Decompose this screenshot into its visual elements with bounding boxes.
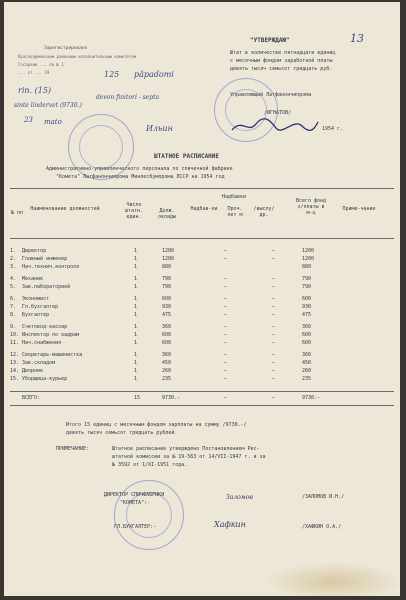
row-allow-a: – — [224, 284, 228, 290]
row-salary: 600 — [162, 332, 172, 338]
row-salary: 235 — [162, 376, 172, 382]
table-row — [10, 360, 394, 366]
row-allow-b: – — [272, 368, 276, 374]
approval-heading: "УТВЕРЖДАЮ" — [250, 37, 290, 44]
table-rule — [10, 405, 394, 406]
row-position: Экономист — [22, 296, 50, 302]
director-title: "КОМЕТА":- — [120, 500, 151, 506]
row-total: 790 — [302, 284, 312, 290]
table-row — [10, 256, 394, 262]
row-total: 600 — [302, 332, 312, 338]
registration-note: Госархив ... по № 1 — [18, 62, 64, 67]
row-number: 5. — [10, 284, 17, 290]
pencil-note: mato — [44, 118, 62, 126]
row-number: 10. — [10, 332, 20, 338]
row-count: 1 — [134, 324, 138, 330]
table-rule — [10, 238, 394, 239]
totals-label: ВСЕГО: — [22, 395, 41, 401]
director-title: ДИРЕКТОР СПИЧФАБРИКИ — [104, 492, 165, 498]
row-total: 475 — [302, 312, 312, 318]
row-total: 600 — [302, 340, 312, 346]
row-total: 790 — [302, 276, 312, 282]
row-total: 1200 — [302, 256, 315, 262]
row-count: 1 — [134, 296, 138, 302]
row-total: 360 — [302, 352, 312, 358]
row-total: 600 — [302, 296, 312, 302]
header-no: № пп — [10, 210, 24, 216]
row-allow-a: – — [224, 312, 228, 318]
row-number: 13. — [10, 360, 20, 366]
row-allow-a: – — [224, 360, 228, 366]
pencil-signature: Ильин — [146, 124, 173, 133]
row-salary: 600 — [162, 340, 172, 346]
row-allow-b: – — [272, 352, 276, 358]
row-salary: 260 — [162, 368, 172, 374]
row-count: 1 — [134, 368, 138, 374]
header-allowances: Надбавки — [221, 194, 247, 200]
row-count: 1 — [134, 332, 138, 338]
note-line: Штатное расписание утверждено Постановлением Рес- — [112, 446, 260, 452]
totals-total: 9730.- — [302, 395, 321, 401]
row-allow-b: – — [272, 276, 276, 282]
header-total: Всего фонд з/платы в м-ц — [295, 198, 327, 216]
row-salary: 880 — [162, 264, 172, 270]
row-number: 9. — [10, 324, 17, 330]
row-total: 930 — [302, 304, 312, 310]
approval-line: девять тысяч семьсот тридцать руб. — [230, 66, 333, 72]
row-salary: 790 — [162, 276, 172, 282]
row-position: Бухгалтер — [22, 312, 50, 318]
row-number: 4. — [10, 276, 17, 282]
row-allow-a: – — [224, 376, 228, 382]
row-allow-a: – — [224, 304, 228, 310]
table-row — [10, 248, 394, 254]
row-allow-b: – — [272, 296, 276, 302]
registration-note: Красноармейским районным исполнительным комитетом — [18, 54, 137, 59]
row-number: 11. — [10, 340, 20, 346]
row-total: 360 — [302, 324, 312, 330]
row-position: Инспектор по кадрам — [22, 332, 80, 338]
row-number: 6. — [10, 296, 17, 302]
header-allow-c: /выслу/ др. — [253, 206, 275, 218]
row-position: Зав.лабораторией — [22, 284, 71, 290]
row-number: 8. — [10, 312, 17, 318]
row-number: 12. — [10, 352, 20, 358]
row-number: 15. — [10, 376, 20, 382]
row-total: 260 — [302, 368, 312, 374]
approval-line: Управляющий Латфанончипрома — [230, 92, 312, 98]
header-note: Приме-чание — [342, 206, 376, 212]
table-row — [10, 332, 394, 338]
header-salary: Долж. оклады — [157, 208, 177, 220]
pencil-note: 125 — [104, 70, 120, 79]
row-count: 1 — [134, 284, 138, 290]
table-rule — [10, 391, 394, 392]
row-total: 235 — [302, 376, 312, 382]
row-salary: 360 — [162, 352, 172, 358]
table-row — [10, 304, 394, 310]
director-name: /ЗАЛОМОВ И.Н./ — [302, 494, 345, 500]
round-stamp — [114, 480, 184, 550]
totals-salary: 9730.- — [162, 395, 181, 401]
table-row — [10, 276, 394, 282]
row-total: 1200 — [302, 248, 315, 254]
row-count: 1 — [134, 376, 138, 382]
row-salary: 600 — [162, 296, 172, 302]
row-number: 3. — [10, 264, 17, 270]
registration-note: ... от ... 19 — [18, 70, 50, 75]
totals-allow-a: – — [224, 395, 228, 401]
row-allow-b: – — [272, 284, 276, 290]
pencil-note: rin. (15) — [18, 86, 52, 95]
director-signature: Заломов — [226, 494, 253, 501]
row-number: 1. — [10, 248, 17, 254]
header-position: Наименование должностей — [30, 206, 100, 212]
document-subtitle: "Комета" Латфанончипрома Минлесбумпрома ЛССР на 1954 год — [56, 174, 225, 180]
totals-count: 15 — [134, 395, 141, 401]
row-count: 1 — [134, 352, 138, 358]
row-position: Механик — [22, 276, 44, 282]
row-count: 1 — [134, 312, 138, 318]
row-allow-a: – — [224, 352, 228, 358]
header-count: Число штатн. един. — [124, 202, 144, 220]
row-count: 1 — [134, 264, 138, 270]
pencil-note: păpadomi — [134, 70, 174, 79]
row-allow-b: – — [272, 304, 276, 310]
row-salary: 1200 — [162, 248, 175, 254]
row-position: Нач.технич.контроля — [22, 264, 80, 270]
row-salary: 360 — [162, 324, 172, 330]
row-position: Главный инженер — [22, 256, 68, 262]
header-allow-a: Надбав-ки — [190, 206, 218, 212]
row-allow-b: – — [272, 256, 276, 262]
row-number: 2. — [10, 256, 17, 262]
row-position: Директор — [22, 248, 47, 254]
row-allow-a: – — [224, 340, 228, 346]
table-row — [10, 352, 394, 358]
table-row — [10, 296, 394, 302]
row-allow-a: – — [224, 248, 228, 254]
approval-line: /ИГНАТОВ/ — [264, 110, 292, 116]
row-count: 1 — [134, 256, 138, 262]
table-row — [10, 340, 394, 346]
row-total: 450 — [302, 360, 312, 366]
row-allow-a: – — [224, 324, 228, 330]
row-position: Дворник — [22, 368, 44, 374]
note-line: № 3592 от 1/XI-1951 года. — [112, 462, 188, 468]
row-salary: 930 — [162, 304, 172, 310]
paper-stain — [264, 562, 400, 596]
row-count: 1 — [134, 360, 138, 366]
row-position: Счетовод-кассир — [22, 324, 68, 330]
row-allow-a: – — [224, 276, 228, 282]
row-allow-a: – — [224, 296, 228, 302]
row-allow-b: – — [272, 376, 276, 382]
table-rule — [10, 188, 394, 189]
row-count: 1 — [134, 304, 138, 310]
approval-line: Штат в количестве пятнадцати единиц — [230, 50, 336, 56]
row-allow-b: – — [272, 248, 276, 254]
row-count: 1 — [134, 248, 138, 254]
row-allow-b: – — [272, 340, 276, 346]
summary-line: девять тысяч семьсот тридцать рублей. — [66, 430, 178, 436]
registration-note: Зарегистрировано — [44, 46, 88, 51]
row-position: Зав.складом — [22, 360, 56, 366]
row-allow-b: – — [272, 312, 276, 318]
accountant-name: /ХАФКИН О.А./ — [302, 524, 342, 530]
row-position: Гл.бухгалтер — [22, 304, 59, 310]
row-salary: 475 — [162, 312, 172, 318]
row-position: Уборщица-курьер — [22, 376, 68, 382]
approval-signature — [230, 116, 320, 136]
row-allow-b: – — [272, 360, 276, 366]
document-subtitle: Административно-управленческого персонала по спичечной фабрике — [46, 166, 233, 172]
row-number: 14. — [10, 368, 20, 374]
row-salary: 450 — [162, 360, 172, 366]
table-row — [10, 324, 394, 330]
document-title: ШТАТНОЕ РАСПИСАНИЕ — [154, 153, 220, 160]
header-allow-b: Проч. лет м — [227, 206, 243, 218]
table-row — [10, 368, 394, 374]
row-allow-a: – — [224, 332, 228, 338]
table-row — [10, 312, 394, 318]
row-count: 1 — [134, 276, 138, 282]
totals-allow-b: – — [272, 395, 276, 401]
accountant-signature: Хафкин — [214, 520, 246, 529]
page-number: 13 — [350, 32, 364, 45]
pencil-note: devon finitorí - septa — [96, 94, 160, 101]
totals-row — [10, 395, 394, 401]
approval-line: с месячным фондом заработной платы — [230, 58, 333, 64]
row-position: Нач.снабжения — [22, 340, 62, 346]
row-total: 880 — [302, 264, 312, 270]
row-allow-b: – — [272, 324, 276, 330]
row-salary: 790 — [162, 284, 172, 290]
table-row — [10, 376, 394, 382]
document-page — [4, 2, 400, 596]
note-line: штатной комиссии за № 19-563 от 14/VII-1947 г. и за — [112, 454, 266, 460]
pencil-note: 23 — [24, 116, 33, 124]
row-number: 7. — [10, 304, 17, 310]
table-row — [10, 284, 394, 290]
row-allow-b: – — [272, 332, 276, 338]
row-allow-a: – — [224, 368, 228, 374]
pencil-note: sinte lindervet (9730.) — [14, 102, 82, 109]
summary-line: Итого 15 единиц с месячным фондом зарплаты на сумму /9730.-/ — [66, 422, 247, 428]
note-label: ПРИМЕЧАНИЕ: — [56, 446, 90, 452]
row-count: 1 — [134, 340, 138, 346]
row-allow-a: – — [224, 256, 228, 262]
accountant-title: ГЛ.БУХГАЛТЕР:- — [114, 524, 157, 530]
approval-date: 1954 г. — [322, 126, 344, 132]
row-position: Секретарь-машинистка — [22, 352, 83, 358]
row-salary: 1200 — [162, 256, 175, 262]
table-row — [10, 264, 394, 270]
